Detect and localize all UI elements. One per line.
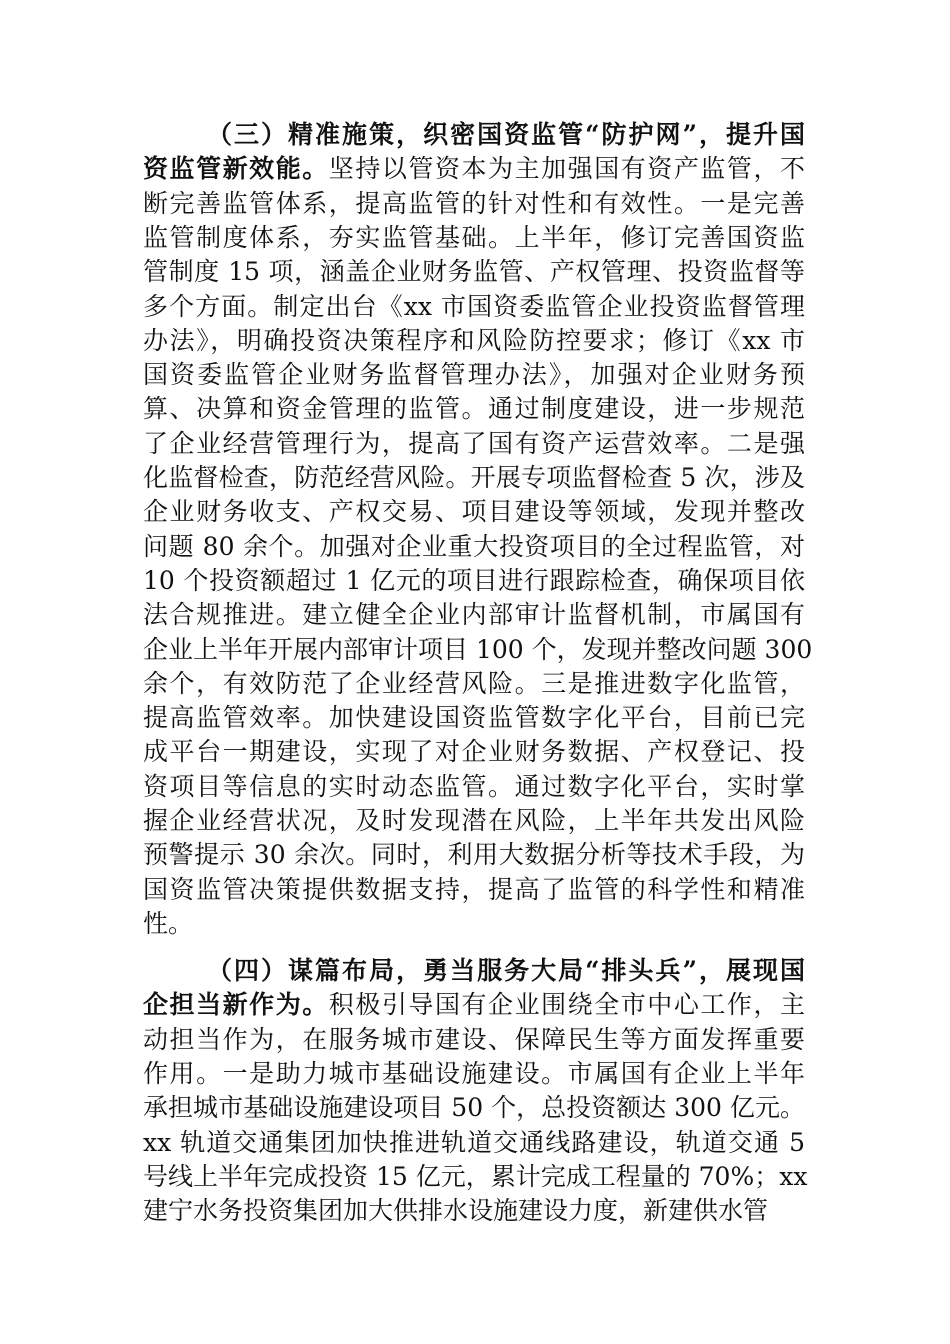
text-line: 化监督检查，防范经营风险。开展专项监督检查 5 次，涉及 — [143, 463, 805, 492]
text-line: 提高监管效率。加快建设国资监管数字化平台，目前已完 — [143, 703, 805, 733]
text-line: 国资监管决策提供数据支持，提高了监管的科学性和精准 — [143, 874, 805, 904]
text-line: 问题 80 余个。加强对企业重大投资项目的全过程监管，对 — [143, 531, 805, 561]
text-line — [143, 152, 805, 186]
text-line: xx 轨道交通集团加快推进轨道交通线路建设，轨道交通 5 — [143, 1127, 805, 1157]
text-line: 法合规推进。建立健全企业内部审计监督机制，市属国有 — [143, 600, 805, 630]
text-line: 算、决算和资金管理的监管。通过制度建设，进一步规范 — [143, 394, 805, 424]
text-line: 了企业经营管理行为，提高了国有资产运营效率。二是强 — [143, 428, 805, 458]
text-line: 监管制度体系，夯实监管基础。上半年，修订完善国资监 — [143, 222, 805, 252]
text-line: 动担当作为，在服务城市建设、保障民生等方面发挥重要 — [143, 1024, 805, 1054]
text-line: 资项目等信息的实时动态监管。通过数字化平台，实时掌 — [143, 771, 805, 801]
text-line: 断完善监管体系，提高监管的针对性和有效性。一是完善 — [143, 188, 805, 218]
text-line: 作用。一是助力城市基础设施建设。市属国有企业上半年 — [143, 1058, 805, 1088]
text-line: 企业财务收支、产权交易、项目建设等领域，发现并整改 — [143, 497, 805, 527]
text-line: 余个，有效防范了企业经营风险。三是推进数字化监管， — [143, 668, 805, 698]
text-line: 10 个投资额超过 1 亿元的项目进行跟踪检查，确保项目依 — [143, 565, 805, 595]
text-line — [143, 988, 805, 1022]
text-line: 管制度 15 项，涵盖企业财务监管、产权管理、投资监督等 — [143, 257, 805, 287]
heading-tail: 企担当新作为。 — [143, 990, 329, 1020]
text-line: （三）精准施策，织密国资监管“防护网”，提升国 — [207, 120, 805, 149]
body-text: 积极引导国有企业围绕全市中心工作，主 — [328, 990, 805, 1020]
text-line: 办法》，明确投资决策程序和风险防控要求；修订《xx 市 — [143, 325, 805, 355]
text-line: 建宁水务投资集团加大供排水设施建设力度，新建供水管 — [143, 1196, 769, 1226]
text-line: 预警提示 30 余次。同时，利用大数据分析等技术手段，为 — [143, 840, 805, 870]
text-line: 号线上半年完成投资 15 亿元，累计完成工程量的 70%；xx — [143, 1161, 808, 1191]
text-line: 承担城市基础设施建设项目 50 个，总投资额达 300 亿元。 — [143, 1093, 805, 1123]
text-line: 企业上半年开展内部审计项目 100 个，发现并整改问题 300 — [143, 634, 813, 664]
text-line: 握企业经营状况，及时发现潜在风险，上半年共发出风险 — [143, 806, 805, 835]
text-line: 国资委监管企业财务监督管理办法》，加强对企业财务预 — [143, 360, 805, 390]
text-line: （四）谋篇布局，勇当服务大局“排头兵”，展现国 — [207, 956, 805, 985]
text-line: 成平台一期建设，实现了对企业财务数据、产权登记、投 — [143, 737, 805, 767]
body-text: 坚持以管资本为主加强国有资产监管，不 — [328, 154, 805, 184]
heading-tail: 资监管新效能。 — [143, 154, 329, 184]
text-line: 性。 — [143, 908, 194, 938]
text-line: 多个方面。制定出台《xx 市国资委监管企业投资监督管理 — [143, 291, 805, 321]
